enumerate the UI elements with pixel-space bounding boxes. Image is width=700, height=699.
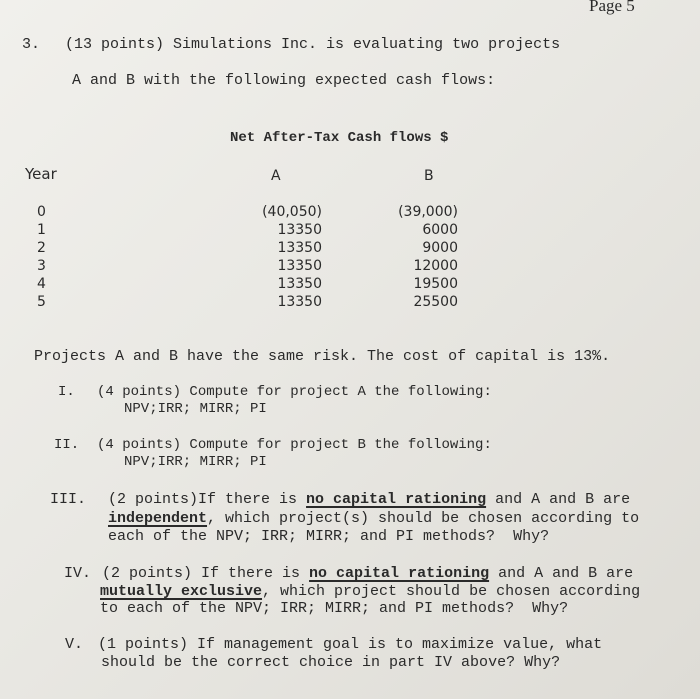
part-i-number: I. [58,384,75,400]
year-cell: 0 [37,204,46,220]
part-i-line2: NPV;IRR; MIRR; PI [124,401,267,417]
table-title: Net After-Tax Cash flows $ [230,130,449,146]
part-iii-line1-end: and A and B are [486,491,631,508]
part-v-line2: should be the correct choice in part IV above? Why? [101,654,561,671]
cash-flow-b-cell: 6000 [422,222,458,238]
part-ii-number: II. [54,437,80,453]
question-number: 3. [22,36,41,53]
column-b-values [378,203,458,311]
part-iv-mutually-exclusive: mutually exclusive [100,583,263,600]
year-cell: 3 [37,258,46,274]
cash-flow-a-cell: 13350 [277,276,322,292]
part-iv-line1 [102,565,633,582]
part-iii-no-capital-rationing: no capital rationing [306,491,487,508]
part-ii-line1: (4 points) Compute for project B the following: [97,437,492,453]
part-iii-line3: each of the NPV; IRR; MIRR; and PI methods? Why? [108,528,550,545]
year-column [37,203,51,311]
question-text-line2: A and B with the following expected cash flows: [72,72,496,89]
part-iii-line2 [108,510,639,527]
column-a-values [238,203,322,311]
cash-flow-b-cell: 25500 [413,294,458,310]
part-iii-line1 [108,491,630,508]
year-header: Year [25,165,57,183]
part-iv-number: IV. [64,565,92,582]
part-iv-line1-end: and A and B are [489,565,634,582]
column-b-header: B [424,168,434,184]
part-iv-line2-end: , which project should be chosen according [262,583,641,600]
part-iv-line2 [100,583,640,600]
part-iii-number: III. [50,491,87,508]
question-text-line1: (13 points) Simulations Inc. is evaluating two projects [65,36,561,53]
cash-flow-a-cell: 13350 [277,258,322,274]
part-iii-line1-start: (2 points)If there is [108,491,307,508]
cash-flow-a-cell: (40,050) [262,204,322,220]
part-iv-line3: to each of the NPV; IRR; MIRR; and PI methods? Why? [100,600,569,617]
cash-flow-a-cell: 13350 [277,294,322,310]
cash-flow-a-cell: 13350 [277,240,322,256]
year-cell: 2 [37,240,46,256]
column-a-header: A [271,168,281,184]
cash-flow-b-cell: 12000 [413,258,458,274]
part-v-number: V. [65,636,84,653]
part-iii-independent: independent [108,510,208,527]
year-cell: 5 [37,294,46,310]
part-ii-line2: NPV;IRR; MIRR; PI [124,454,267,470]
part-iv-line1-start: (2 points) If there is [102,565,310,582]
cash-flow-a-cell: 13350 [277,222,322,238]
part-i-line1: (4 points) Compute for project A the following: [97,384,492,400]
cash-flow-b-cell: 9000 [422,240,458,256]
risk-statement: Projects A and B have the same risk. The cost of capital is 13%. [34,348,611,365]
page-number: Page 5 [589,0,635,15]
part-iii-line2-end: , which project(s) should be chosen according to [207,510,640,527]
cash-flow-b-cell: (39,000) [398,204,458,220]
cash-flow-b-cell: 19500 [413,276,458,292]
year-cell: 4 [37,276,46,292]
part-iv-no-capital-rationing: no capital rationing [309,565,490,582]
part-v-line1: (1 points) If management goal is to maximize value, what [98,636,603,653]
year-cell: 1 [37,222,46,238]
